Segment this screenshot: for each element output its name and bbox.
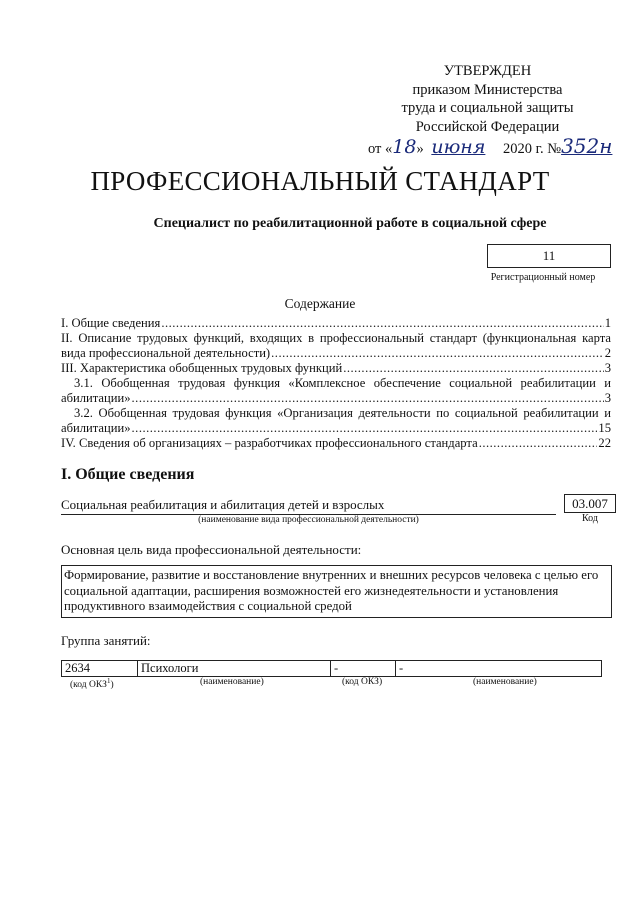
okz-code-caption-2: (код ОКЗ) [342, 677, 383, 687]
toc-entry-text: абилитации» [61, 391, 131, 405]
occupation-group-table [61, 660, 602, 677]
activity-code-box: 03.007 [564, 494, 616, 513]
okz-name-caption-1: (наименование) [200, 677, 264, 687]
order-close-quote: » [416, 141, 424, 157]
order-number: 352н [561, 134, 613, 158]
approval-line-1: УТВЕРЖДЕН [443, 63, 532, 79]
toc-entry[interactable] [61, 361, 611, 376]
toc-entry-text-line1: II. Описание трудовых функций, входящих в профессиональный стандарт (функциональная карта [61, 331, 611, 345]
okz-code-1: 2634 [62, 661, 138, 677]
toc-entry[interactable] [61, 406, 611, 436]
toc-entry[interactable] [61, 316, 611, 331]
occupation-group-label: Группа занятий: [61, 633, 151, 648]
goal-label: Основная цель вида профессиональной деятельности: [61, 542, 362, 557]
activity-kind-caption: (наименование вида профессиональной деятельности) [198, 515, 419, 525]
toc-entry[interactable] [61, 376, 611, 406]
toc-entry-text: IV. Сведения об организациях – разработчиках профессионального стандарта [61, 436, 478, 450]
toc-entry-page: 2 [604, 346, 611, 360]
contents-heading: Содержание [284, 296, 356, 311]
toc-entry-text-line1: 3.1. Обобщенная трудовая функция «Комплексное обеспечение социальной реабилитации и [74, 376, 611, 390]
page-subtitle: Специалист по реабилитационной работе в социальной сфере [153, 216, 547, 231]
registration-number-box: 11 [487, 244, 611, 268]
approval-line-2: приказом Министерства [412, 81, 563, 98]
okz-name-caption-2: (наименование) [473, 677, 537, 687]
table-of-contents [61, 316, 611, 451]
toc-entry[interactable] [61, 436, 611, 451]
toc-entry-text: абилитации» [61, 421, 131, 435]
toc-entry-page: 3 [604, 361, 611, 375]
toc-entry-text-line1: 3.2. Обобщенная трудовая функция «Организация деятельности по социальной реабилитации и [74, 406, 611, 420]
approval-line-3: труда и социальной защиты [401, 100, 574, 116]
order-day: 18 [392, 136, 417, 158]
order-date-line [368, 134, 638, 158]
toc-entry[interactable] [61, 331, 611, 361]
goal-text-box: Формирование, развитие и восстановление внутренних и внешних ресурсов человека с целью его социальной адаптации, расширения возможностей его жизнедеятельности и установления продуктивного взаимодействия с социальной средой [61, 565, 612, 618]
activity-kind-value: Социальная реабилитация и абилитация детей и взрослых [61, 497, 556, 515]
okz-name-1: Психологи [138, 661, 331, 677]
page-title: ПРОФЕССИОНАЛЬНЫЙ СТАНДАРТ [90, 166, 550, 196]
registration-number-label: Регистрационный номер [490, 272, 596, 283]
okz-name-2: - [396, 661, 602, 677]
toc-entry-page: 22 [598, 436, 611, 450]
okz-code-2: - [331, 661, 396, 677]
table-row [62, 661, 602, 677]
toc-entry-text: III. Характеристика обобщенных трудовых функций [61, 361, 343, 375]
okz-code-caption-1: (код ОКЗ$^1$) [70, 677, 114, 691]
toc-entry-page: 3 [604, 391, 611, 405]
order-ot: от « [368, 141, 393, 157]
order-year: 2020 г. № [503, 141, 562, 157]
toc-entry-page: 15 [598, 421, 611, 435]
toc-entry-text: I. Общие сведения [61, 316, 161, 330]
approval-line-4: Российской Федерации [415, 118, 560, 135]
toc-entry-text: вида профессиональной деятельности) [61, 346, 271, 360]
toc-entry-page: 1 [604, 316, 611, 330]
approval-block [360, 62, 615, 136]
activity-code-caption: Код [582, 513, 598, 524]
section-title: I. Общие сведения [61, 466, 195, 483]
order-month: июня [431, 136, 486, 158]
